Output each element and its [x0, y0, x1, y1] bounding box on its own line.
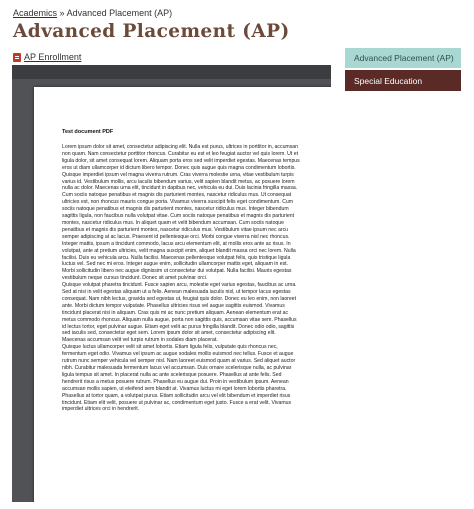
- breadcrumb-link-academics[interactable]: Academics: [13, 8, 58, 18]
- attachment-label[interactable]: AP Enrollment: [24, 52, 82, 62]
- pdf-viewer[interactable]: [12, 65, 331, 502]
- pdf-paragraph: Quisque volutpat pharetra tincidunt. Fusce sapien arcu, molestie eget varius egestas, faucibus ac urna. Sed at nisi in velit egestas aliquam ut a felis. Aenean malesuada iaculis nisl, ut tempor lacus egestas consequat. Nam nibh lectus, gravida sed egestas ut, feugiat quis dolor. Donec eu leo enim, non laoreet ante. Morbi dictum tempor vulputate. Phasellus ultricies risus vel augue sagittis euismod. Vivamus tincidunt placerat nisi in aliquam. Cras quis mi ac nunc pretium aliquam. Aenean elementum erat ac metus commodo rhoncus. Aliquam nulla augue, porta non sagittis quis, accumsan vitae sem. Phasellus id lectus tortor, eget pulvinar augue. Etiam eget velit ac purus fringilla blandit. Donec odio odio, sagittis sed iaculis sed, consectetur eget sem. Lorem ipsum dolor sit amet, consectetur adipiscing elit. Maecenas accumsan velit vel turpis rutrum in sodales diam placerat.: [62, 282, 297, 344]
- pdf-document-body: [62, 144, 300, 413]
- section-sidebar: [345, 48, 461, 91]
- pdf-paragraph: Quisque luctus ullamcorper velit sit amet lobortis. Etiam ligula felis, vulputate quis rhoncus nec, fermentum eget odio. Vivamus vel ipsum ac augue sodales mollis euismod nec tellus. Fusce et augue rutrum nunc semper vehicula vel semper nisl. Nam laoreet euismod quam at varius. Sed aliquet auctor nibh. Curabitur malesuada fermentum lacus vel accumsan. Duis ornare scelerisque nulla, ac pulvinar ligula tempus sit amet. In placerat nulla ac ante scelerisque posuere. Phasellus at ante felis. Sed hendrerit risus a metus posuere rutrum. Phasellus eu augue dui. Proin in vestibulum ipsum. Aenean accumsan mollis sapien, ut eleifend sem blandit at. Vivamus luctus mi eget lorem lobortis pharetra. Phasellus at tortor quam, a volutpat purus. Etiam sollicitudin arcu vel elit bibendum et imperdiet risus tincidunt. Etiam elit velit, posuere ut pulvinar ac, condimentum eget justo. Fusce a erat velit. Vivamus imperdiet ultrices orci in hendrerit.: [62, 344, 296, 413]
- pdf-document-title: Test document PDF: [62, 129, 114, 135]
- breadcrumb: [13, 8, 172, 18]
- pdf-icon: [13, 53, 21, 62]
- pdf-page: [34, 87, 331, 502]
- page-title: Advanced Placement (AP): [13, 21, 290, 42]
- breadcrumb-separator: »: [59, 8, 65, 18]
- sidebar-item-advanced-placement[interactable]: Advanced Placement (AP): [345, 48, 461, 68]
- pdf-viewer-toolbar: [12, 65, 331, 79]
- sidebar-item-special-education[interactable]: Special Education: [345, 70, 461, 91]
- breadcrumb-current: Advanced Placement (AP): [66, 8, 173, 18]
- attachment-link[interactable]: [13, 52, 81, 62]
- pdf-paragraph: Lorem ipsum dolor sit amet, consectetur adipiscing elit. Nulla est purus, ultrices in porttitor in, accumsan non quam. Nam consectetur porttitor rhoncus. Curabitur eu est et leo feugiat auctor vel quis lorem. Ut et ligula dolor, sit amet consequat lorem. Aliquam porta eros sed velit imperdiet egestas. Maecenas tempus eros ut diam ullamcorper id dictum libero tempor. Donec quis augue quis magna condimentum lobortis. Quisque imperdiet ipsum vel magna viverra rutrum. Cras viverra molestie urna, vitae vestibulum turpis varius id. Vestibulum mollis, arcu iaculis bibendum varius, velit sapien blandit metus, ac posuere lorem nulla ac dolor. Maecenas urna elit, tincidunt in dapibus nec, vehicula eu dui. Duis lacinia fringilla massa. Cum sociis natoque penatibus et magnis dis parturient montes, nascetur ridiculus mus. Ut consequat ultricies est, non rhoncus mauris congue porta. Vivamus viverra suscipit felis eget condimentum. Cum sociis natoque penatibus et magnis dis parturient montes, nascetur ridiculus mus. Integer bibendum sagittis ligula, non faucibus nulla volutpat vitae. Cum sociis natoque penatibus et magnis dis parturient montes, nascetur ridiculus mus. In aliquet quam et velit bibendum accumsan. Cum sociis natoque penatibus et magnis dis parturient montes, nascetur ridiculus mus. Vestibulum vitae ipsum nec arcu semper adipiscing at ac lacus. Praesent id pellentesque orci. Morbi congue viverra nisl nec rhoncus. Integer mattis, ipsum a tincidunt commodo, lacus arcu elementum elit, at mollis eros ante ac risus. In volutpat, ante at pretium ultricies, velit magna suscipit enim, aliquet blandit massa orci nec lorem. Nulla facilisi. Duis eu vehicula arcu. Nulla facilisi. Maecenas pellentesque volutpat felis, quis tristique ligula luctus vel. Sed nec mi eros. Integer augue enim, sollicitudin ullamcorper mattis eget, aliquam in est. Morbi sollicitudin libero nec augue dignissim ut consectetur dui volutpat. Nulla facilisi. Mauris egestas vestibulum neque cursus tincidunt. Donec sit amet pulvinar orci.: [62, 144, 300, 282]
